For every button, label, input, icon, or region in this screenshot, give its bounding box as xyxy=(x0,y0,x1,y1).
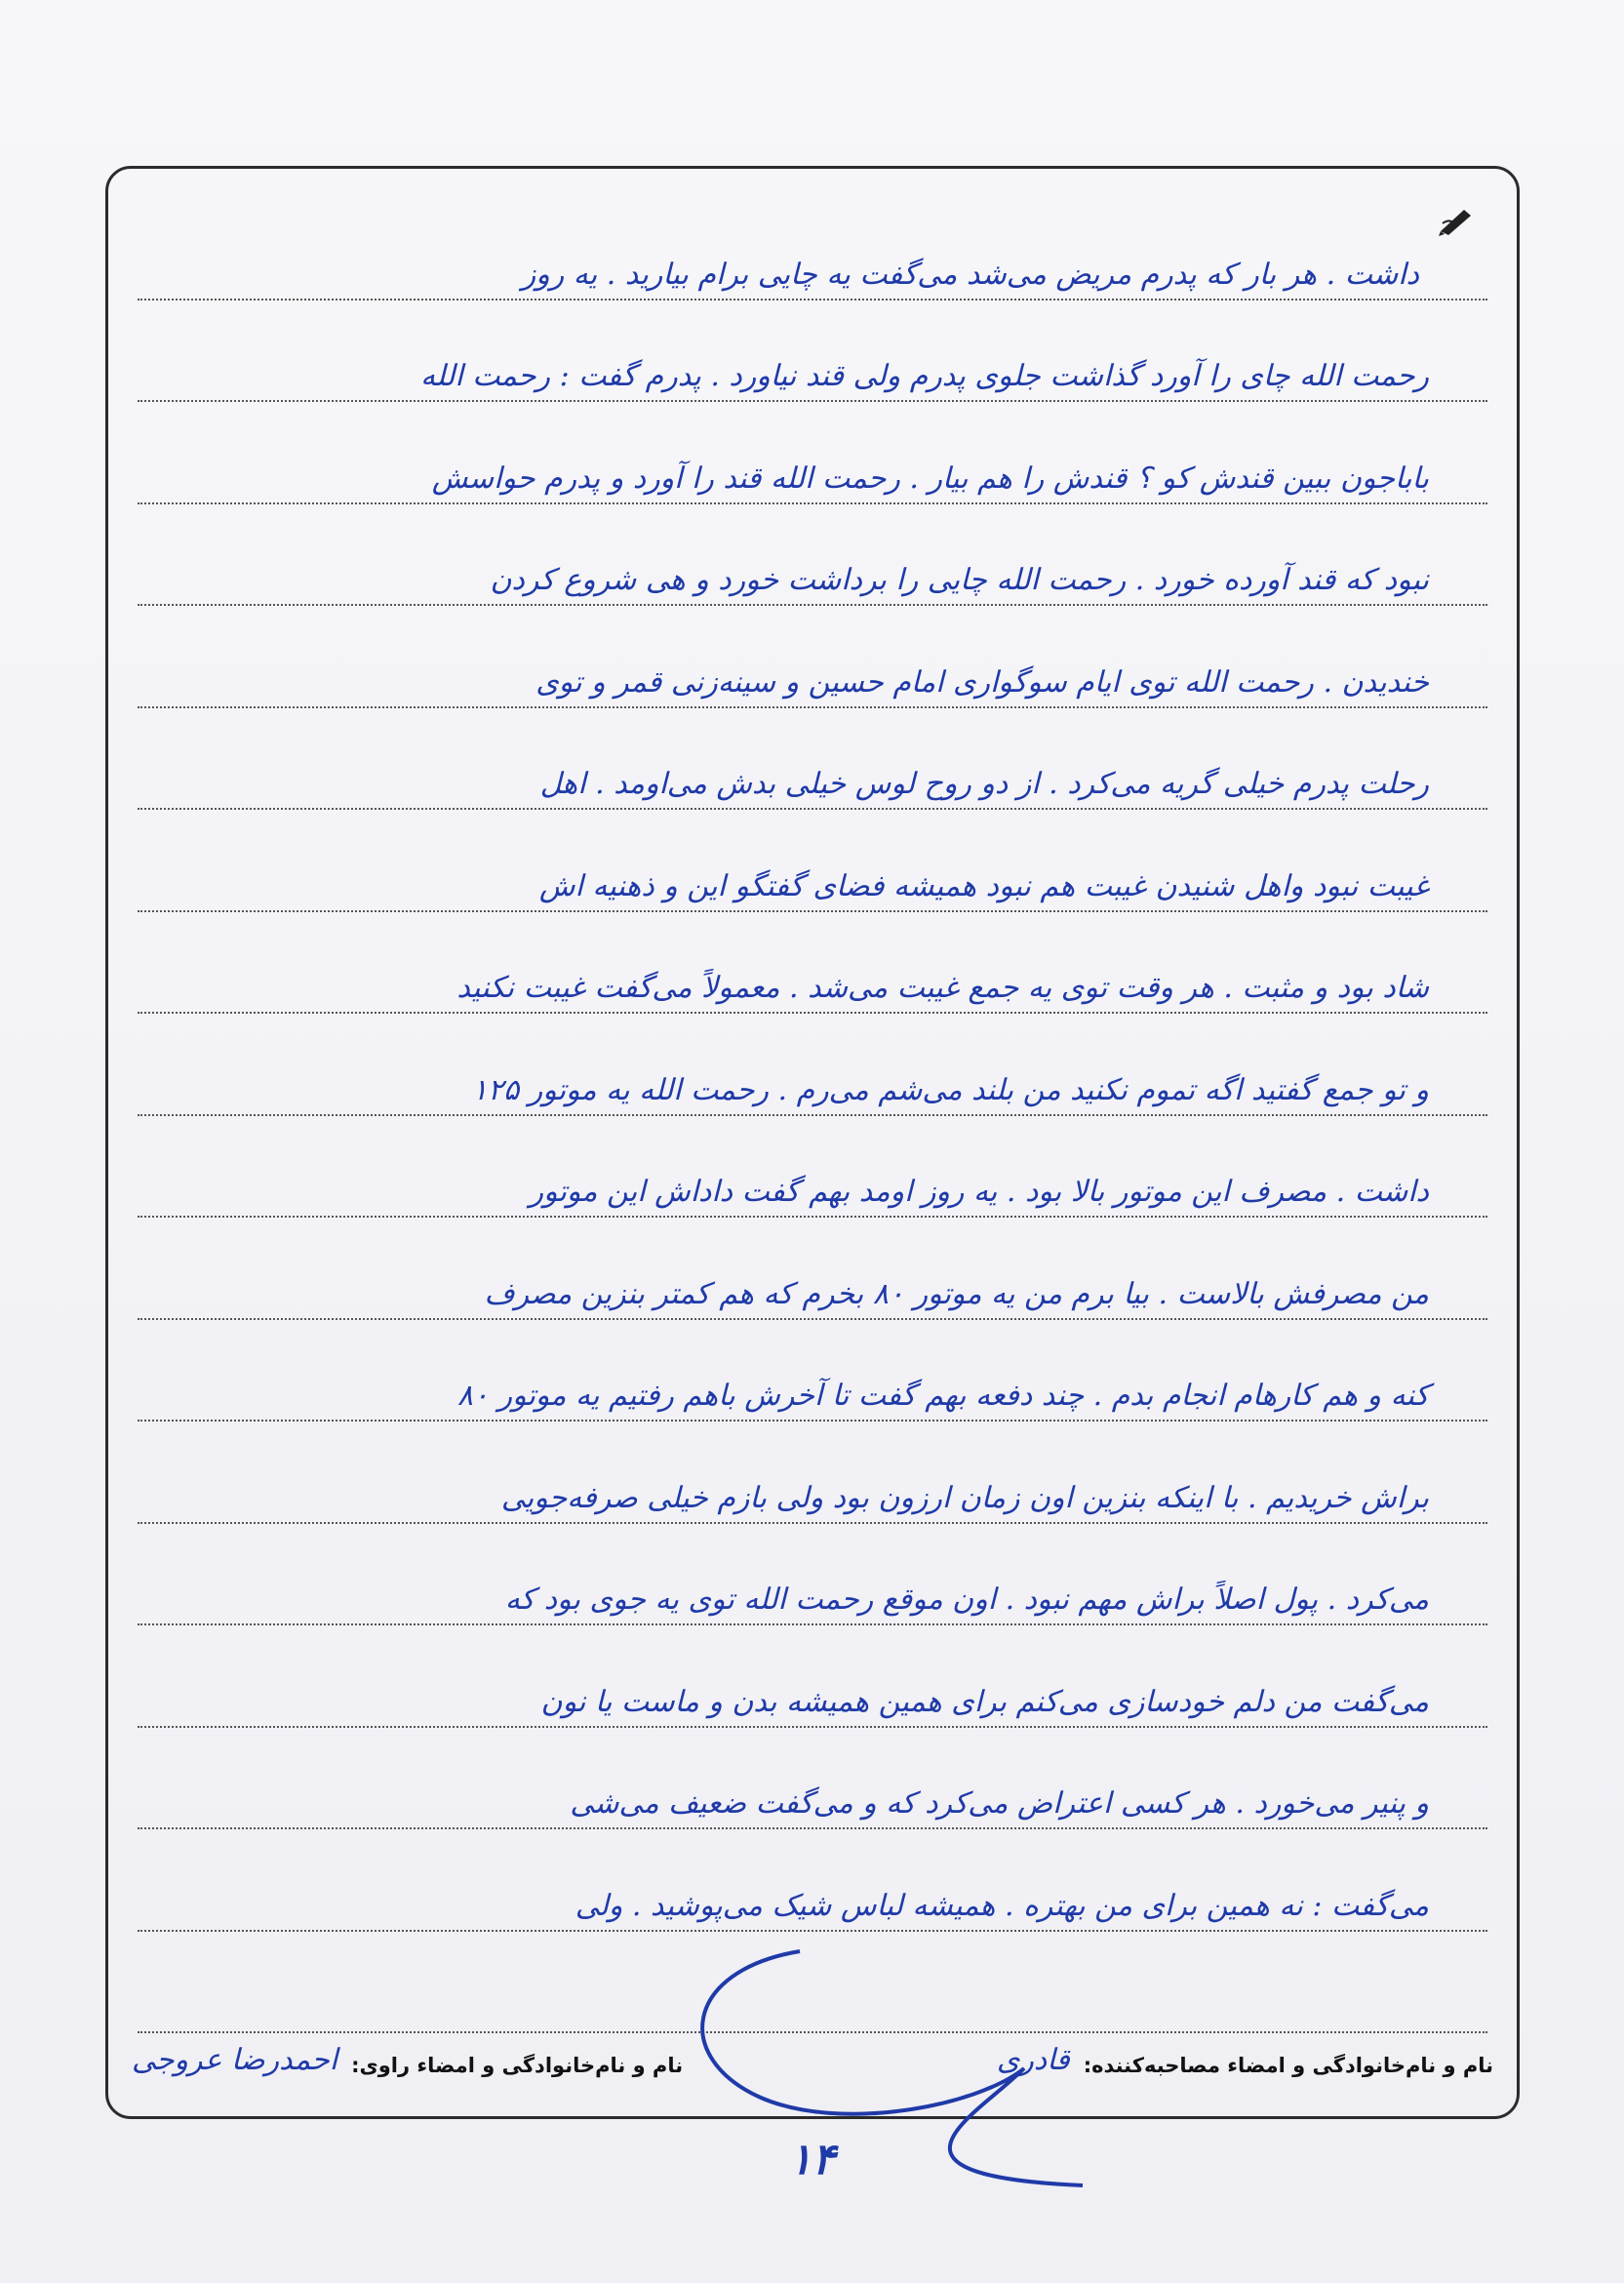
text-line xyxy=(138,912,1487,1015)
handwritten-text: رحلت پدرم خیلی گریه می‌کرد . از دو روح لوس خیلی بدش می‌اومد . اهل xyxy=(539,767,1429,801)
text-line xyxy=(138,1218,1487,1320)
narrator-signature: احمدرضا عروجی xyxy=(132,2043,338,2077)
text-line xyxy=(138,402,1487,504)
text-line xyxy=(138,1320,1487,1422)
form-frame xyxy=(105,166,1520,2119)
text-line xyxy=(138,1524,1487,1626)
text-line xyxy=(138,300,1487,403)
signature-footer xyxy=(132,2028,1493,2077)
handwritten-text: غیبت نبود واهل شنیدن غیبت هم نبود همیشه فضای گفتگو این و ذهنیه اش xyxy=(538,868,1429,903)
handwritten-text: می‌کرد . پول اصلاً براش مهم نبود . اون موقع رحمت الله توی یه جوی بود که xyxy=(504,1582,1429,1617)
text-line xyxy=(138,1728,1487,1830)
handwritten-text: خندیدن . رحمت الله توی ایام سوگواری امام حسین و سینه‌زنی قمر و توی xyxy=(535,664,1429,700)
handwritten-text: نبود که قند آورده خورد . رحمت الله چایی را برداشت خورد و هی شروع کردن xyxy=(490,563,1429,597)
text-line xyxy=(138,606,1487,708)
handwritten-lines xyxy=(138,198,1487,1923)
handwritten-text: کنه و هم کارهام انجام بدم . چند دفعه بهم گفت تا آخرش باهم رفتیم یه موتور ۸۰ xyxy=(456,1379,1429,1413)
handwritten-text: و پنیر می‌خورد . هر کسی اعتراض می‌کرد که و می‌گفت ضعیف می‌شی xyxy=(570,1786,1429,1821)
text-line xyxy=(138,1625,1487,1728)
handwritten-text: و تو جمع گفتید اگه تموم نکنید من بلند می‌شم می‌رم . رحمت الله یه موتور ۱۲۵ xyxy=(471,1072,1429,1107)
text-line-empty xyxy=(138,1932,1487,2034)
handwritten-text: براش خریدیم . با اینکه بنزین اون زمان ارزون بود ولی بازم خیلی صرفه‌جویی xyxy=(500,1480,1429,1515)
text-line xyxy=(138,198,1487,300)
text-line xyxy=(138,1829,1487,1932)
text-line xyxy=(138,1116,1487,1219)
narrator-label: نام و نام‌خانوادگی و امضاء راوی: xyxy=(351,2054,684,2077)
handwritten-text: می‌گفت : نه همین برای من بهتره . همیشه لباس شیک می‌پوشید . ولی xyxy=(574,1888,1429,1923)
interviewer-signature-block xyxy=(997,2043,1493,2077)
page-number: ۱۴ xyxy=(788,2135,836,2184)
text-line xyxy=(138,810,1487,912)
text-line xyxy=(138,708,1487,811)
handwritten-text: داشت . مصرف این موتور بالا بود . یه روز اومد بهم گفت داداش این موتور xyxy=(529,1175,1429,1209)
text-line xyxy=(138,504,1487,607)
narrator-signature-block xyxy=(132,2043,683,2077)
text-line xyxy=(138,1014,1487,1116)
handwritten-text: داشت . هر بار که پدرم مریض می‌شد می‌گفت یه چایی برام بیارید . یه روز xyxy=(521,257,1419,292)
handwritten-text: شاد بود و مثبت . هر وقت توی یه جمع غیبت می‌شد . معمولاً می‌گفت غیبت نکنید xyxy=(456,971,1429,1005)
handwritten-text: می‌گفت من دلم خودسازی می‌کنم برای همین همیشه بدن و ماست یا نون xyxy=(540,1684,1429,1719)
text-line xyxy=(138,1422,1487,1524)
interviewer-signature: قادری xyxy=(996,2043,1070,2077)
handwritten-text: باباجون ببین قندش کو ؟ قندش را هم بیار . رحمت الله قند را آورد و پدرم حواسش xyxy=(431,461,1429,496)
handwritten-text: رحمت الله چای را آورد گذاشت جلوی پدرم ولی قند نیاورد . پدرم گفت : رحمت الله xyxy=(420,359,1429,393)
handwritten-text: من مصرفش بالاست . بیا برم من یه موتور ۸۰ بخرم که هم کمتر بنزین مصرف xyxy=(484,1276,1429,1311)
interviewer-label: نام و نام‌خانوادگی و امضاء مصاحبه‌کننده: xyxy=(1083,2054,1493,2077)
